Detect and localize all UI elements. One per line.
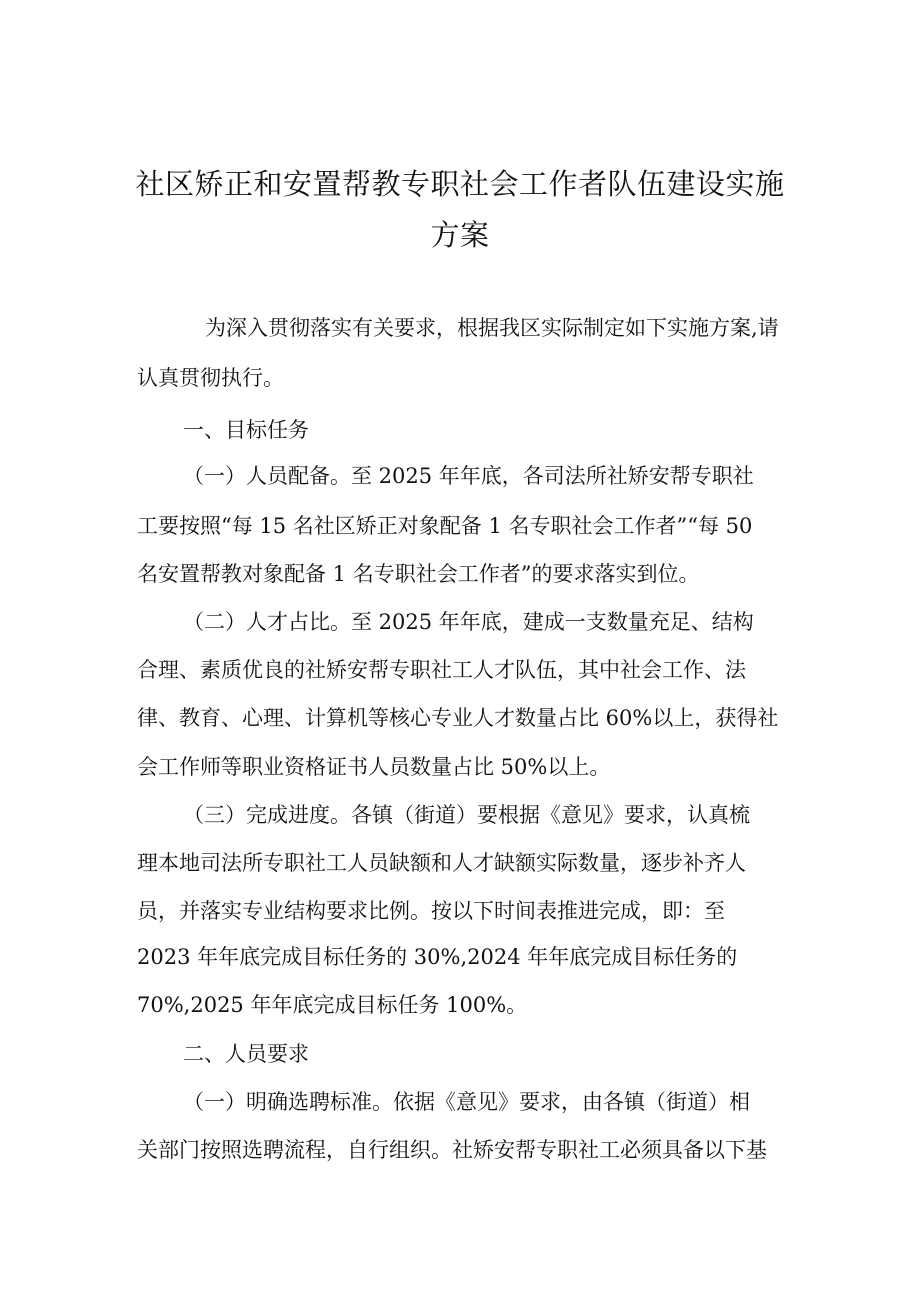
body-line: 名安置帮教对象配备 1 名专职社会工作者”的要求落实到位。 xyxy=(137,562,700,586)
body-line: （二）人才占比。至 2025 年年底，建成一支数量充足、结构 xyxy=(183,610,754,634)
section-heading: 一、目标任务 xyxy=(183,418,309,442)
body-line: 为深入贯彻落实有关要求，根据我区实际制定如下实施方案,请 xyxy=(205,316,779,340)
body-line: （一）人员配备。至 2025 年年底，各司法所社矫安帮专职社 xyxy=(183,464,754,488)
body-line: 律、教育、心理、计算机等核心专业人才数量占比 60%以上，获得社 xyxy=(137,706,779,730)
document-title-line-2: 方案 xyxy=(430,218,490,252)
body-line: 2023 年年底完成目标任务的 30%,2024 年年底完成目标任务的 xyxy=(137,945,738,969)
body-line: （一）明确选聘标准。依据《意见》要求，由各镇（街道）相 xyxy=(183,1090,750,1114)
body-line: 工要按照“每 15 名社区矫正对象配备 1 名专职社会工作者”“每 50 xyxy=(137,514,753,538)
body-line: 认真贯彻执行。 xyxy=(137,366,284,390)
document-title-line-1: 社区矫正和安置帮教专职社会工作者队伍建设实施 xyxy=(135,167,785,201)
body-line: 会工作师等职业资格证书人员数量占比 50%以上。 xyxy=(137,755,611,779)
body-line: 理本地司法所专职社工人员缺额和人才缺额实际数量，逐步补齐人 xyxy=(137,851,746,875)
body-line: 员，并落实专业结构要求比例。按以下时间表推进完成，即：至 xyxy=(137,899,725,923)
body-line: 70%,2025 年年底完成目标任务 100%。 xyxy=(137,993,528,1017)
body-line: （三）完成进度。各镇（街道）要根据《意见》要求，认真梳 xyxy=(183,803,750,827)
body-line: 关部门按照选聘流程，自行组织。社矫安帮专职社工必须具备以下基 xyxy=(137,1138,767,1162)
body-line: 合理、素质优良的社矫安帮专职社工人才队伍，其中社会工作、法 xyxy=(137,658,746,682)
section-heading: 二、人员要求 xyxy=(183,1042,309,1066)
